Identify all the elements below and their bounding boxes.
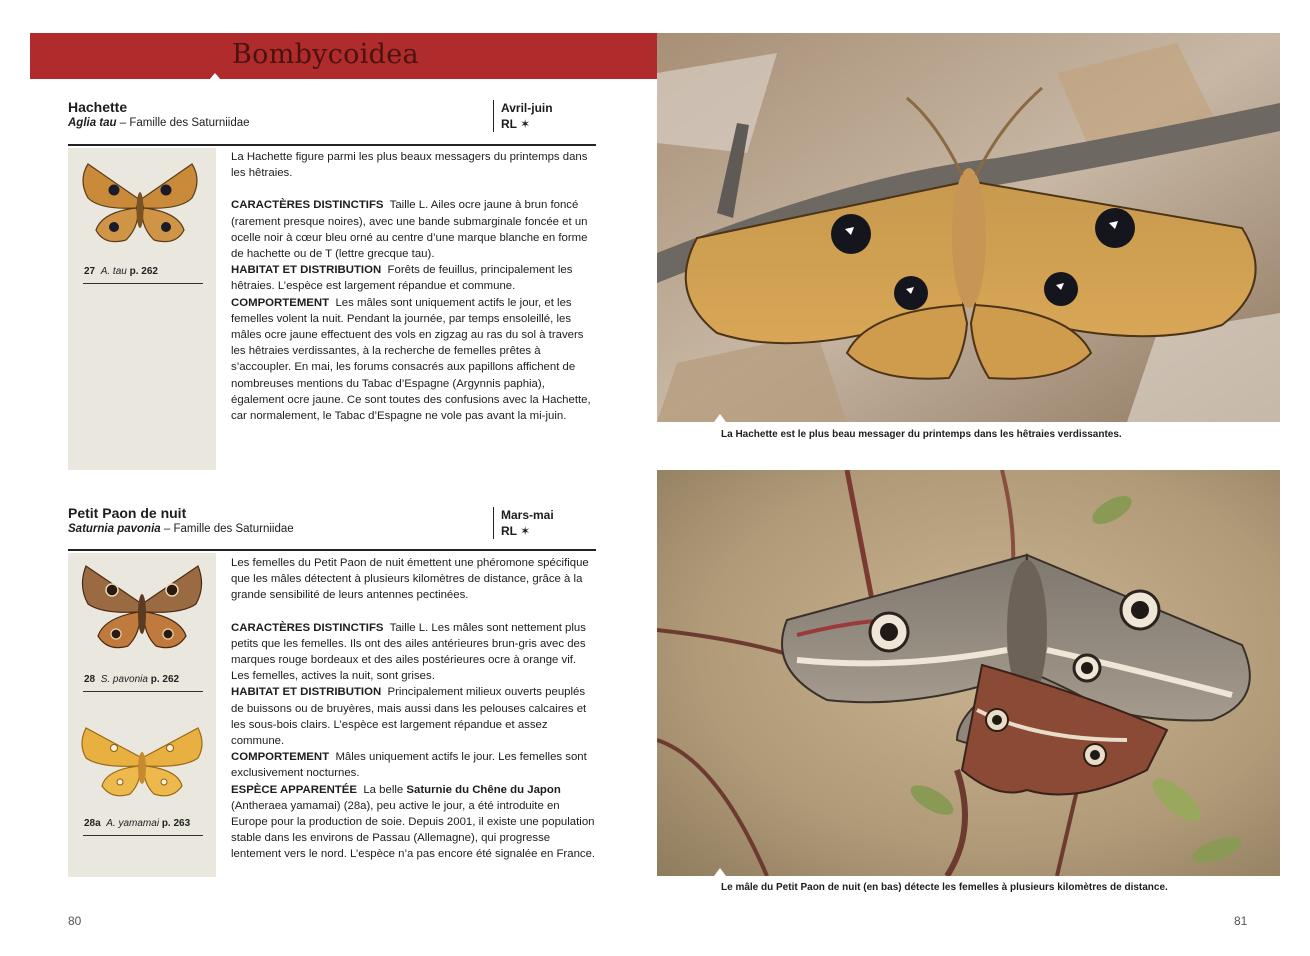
species-2-rule bbox=[68, 549, 596, 551]
species-1-section-habitat: HABITAT ET DISTRIBUTION Forêts de feuillus, principalement les hêtraies. L’espèce est largement répandue et commune. bbox=[231, 264, 573, 293]
species-1-subtitle: Aglia tau – Famille des Saturniidae bbox=[68, 117, 250, 129]
plate-caption-28: 28 S. pavonia p. 262 bbox=[84, 674, 180, 685]
species-1-family: Famille des Saturniidae bbox=[129, 117, 250, 129]
species-1-period-box bbox=[493, 100, 553, 132]
species-2-section-habitat: HABITAT ET DISTRIBUTION Principalement milieux ouverts peuplés de buissons ou de bruyères, mais aussi dans les pelouses calcaires et les sous-bois clairs. L’espèce est largement répandue et assez commune. bbox=[231, 686, 587, 748]
species-2-subtitle: Saturnia pavonia – Famille des Saturniidae bbox=[68, 523, 294, 535]
plate-caption-28a: 28a A. yamamai p. 263 bbox=[84, 818, 191, 829]
species-1-section-features: CARACTÈRES DISTINCTIFS Taille L. Ailes ocre jaune à brun foncé (rarement presque noires), avec une bande submarginale foncée et un ocelle noir à cœur bleu orné au centre d’une marque blanche en forme de hachette ou de T (lettre grecque tau). bbox=[231, 199, 588, 261]
photo-aglia-tau bbox=[657, 33, 1280, 422]
plate-caption-rule bbox=[83, 835, 203, 836]
species-2-intro: Les femelles du Petit Paon de nuit émettent une phéromone spécifique que les mâles détectent à plusieurs kilomètres de distance, grâce à la grande sensibilité de leurs antennes pectinées. bbox=[231, 557, 589, 602]
photo-2-notch bbox=[714, 868, 726, 876]
plate-caption-rule bbox=[83, 283, 203, 284]
plate-caption-27: 27 A. tau p. 262 bbox=[84, 266, 158, 277]
photo-saturnia-pavonia bbox=[657, 470, 1280, 876]
species-1-heading bbox=[68, 99, 488, 129]
header-notch bbox=[209, 73, 221, 80]
species-2-body bbox=[231, 555, 597, 863]
species-2-period-box bbox=[493, 507, 554, 539]
family-header bbox=[30, 33, 657, 79]
species-1-intro: La Hachette figure parmi les plus beaux messagers du printemps dans les hêtraies. bbox=[231, 151, 588, 180]
family-title: Bombycoidea bbox=[232, 39, 419, 70]
species-1-latin: Aglia tau bbox=[68, 117, 117, 129]
species-2-latin: Saturnia pavonia bbox=[68, 523, 161, 535]
species-2-rl: RL ✶ bbox=[501, 524, 531, 538]
photo-1-caption: La Hachette est le plus beau messager du printemps dans les hêtraies verdissantes. bbox=[721, 429, 1122, 440]
page-number-left: 80 bbox=[68, 914, 82, 928]
species-1-name: Hachette bbox=[68, 99, 128, 115]
aglia-tau-specimen-image bbox=[78, 160, 202, 250]
species-2-period: Mars-mai bbox=[501, 508, 554, 522]
species-2-section-features: CARACTÈRES DISTINCTIFS Taille L. Les mâles sont nettement plus petits que les femelles. Ils ont des ailes antérieures brun-gris avec des marques rouge bordeaux et des ailes postérieures ocre à orange vif. Les femelles, actives la nuit, sont grises. bbox=[231, 621, 586, 683]
species-1-rule bbox=[68, 144, 596, 146]
antheraea-yamamai-specimen-image bbox=[78, 722, 206, 802]
species-2-name: Petit Paon de nuit bbox=[68, 505, 187, 521]
species-1-rl: RL ✶ bbox=[501, 117, 531, 131]
species-1-period: Avril-juin bbox=[501, 101, 553, 115]
page-number-right: 81 bbox=[1234, 914, 1248, 928]
plate-caption-rule bbox=[83, 691, 203, 692]
species-1-body bbox=[231, 149, 597, 424]
species-2-heading bbox=[68, 505, 488, 535]
species-1-section-behaviour: COMPORTEMENT Les mâles sont uniquement actifs le jour, et les femelles volent la nuit. Pendant la journée, par temps ensoleillé, les mâles ocre jaune effectuent des vols en zigzag au ras du sol à travers les hêtraies verdissantes, à la recherche de femelles prêtes à s’accoupler. En mai, les forums consacrés aux papillons affichent de nombreuses mentions du Tabac d’Espagne (Argynnis paphia), également ocre jaune. Ce sont toutes des confusions avec la Hachette, car normalement, le Tabac d’Espagne ne vole pas avant la mi-juin. bbox=[231, 296, 591, 423]
species-2-section-related: ESPÈCE APPARENTÉE La belle Saturnie du Chêne du Japon (Antheraea yamamai) (28a), peu active le jour, a été introduite en Europe pour la production de soie. Depuis 2001, il existe une population stable dans les environs de Passau (Allemagne), qui progresse lentement vers le nord. L’espèce n’a pas encore été signalée en France. bbox=[231, 783, 596, 861]
saturnia-pavonia-specimen-image bbox=[78, 562, 206, 656]
species-2-family: Famille des Saturniidae bbox=[173, 523, 294, 535]
species-2-section-behaviour: COMPORTEMENT Mâles uniquement actifs le jour. Les femelles sont exclusivement nocturnes. bbox=[231, 751, 587, 780]
photo-2-caption: Le mâle du Petit Paon de nuit (en bas) détecte les femelles à plusieurs kilomètres de distance. bbox=[721, 882, 1168, 893]
photo-1-notch bbox=[714, 414, 726, 422]
